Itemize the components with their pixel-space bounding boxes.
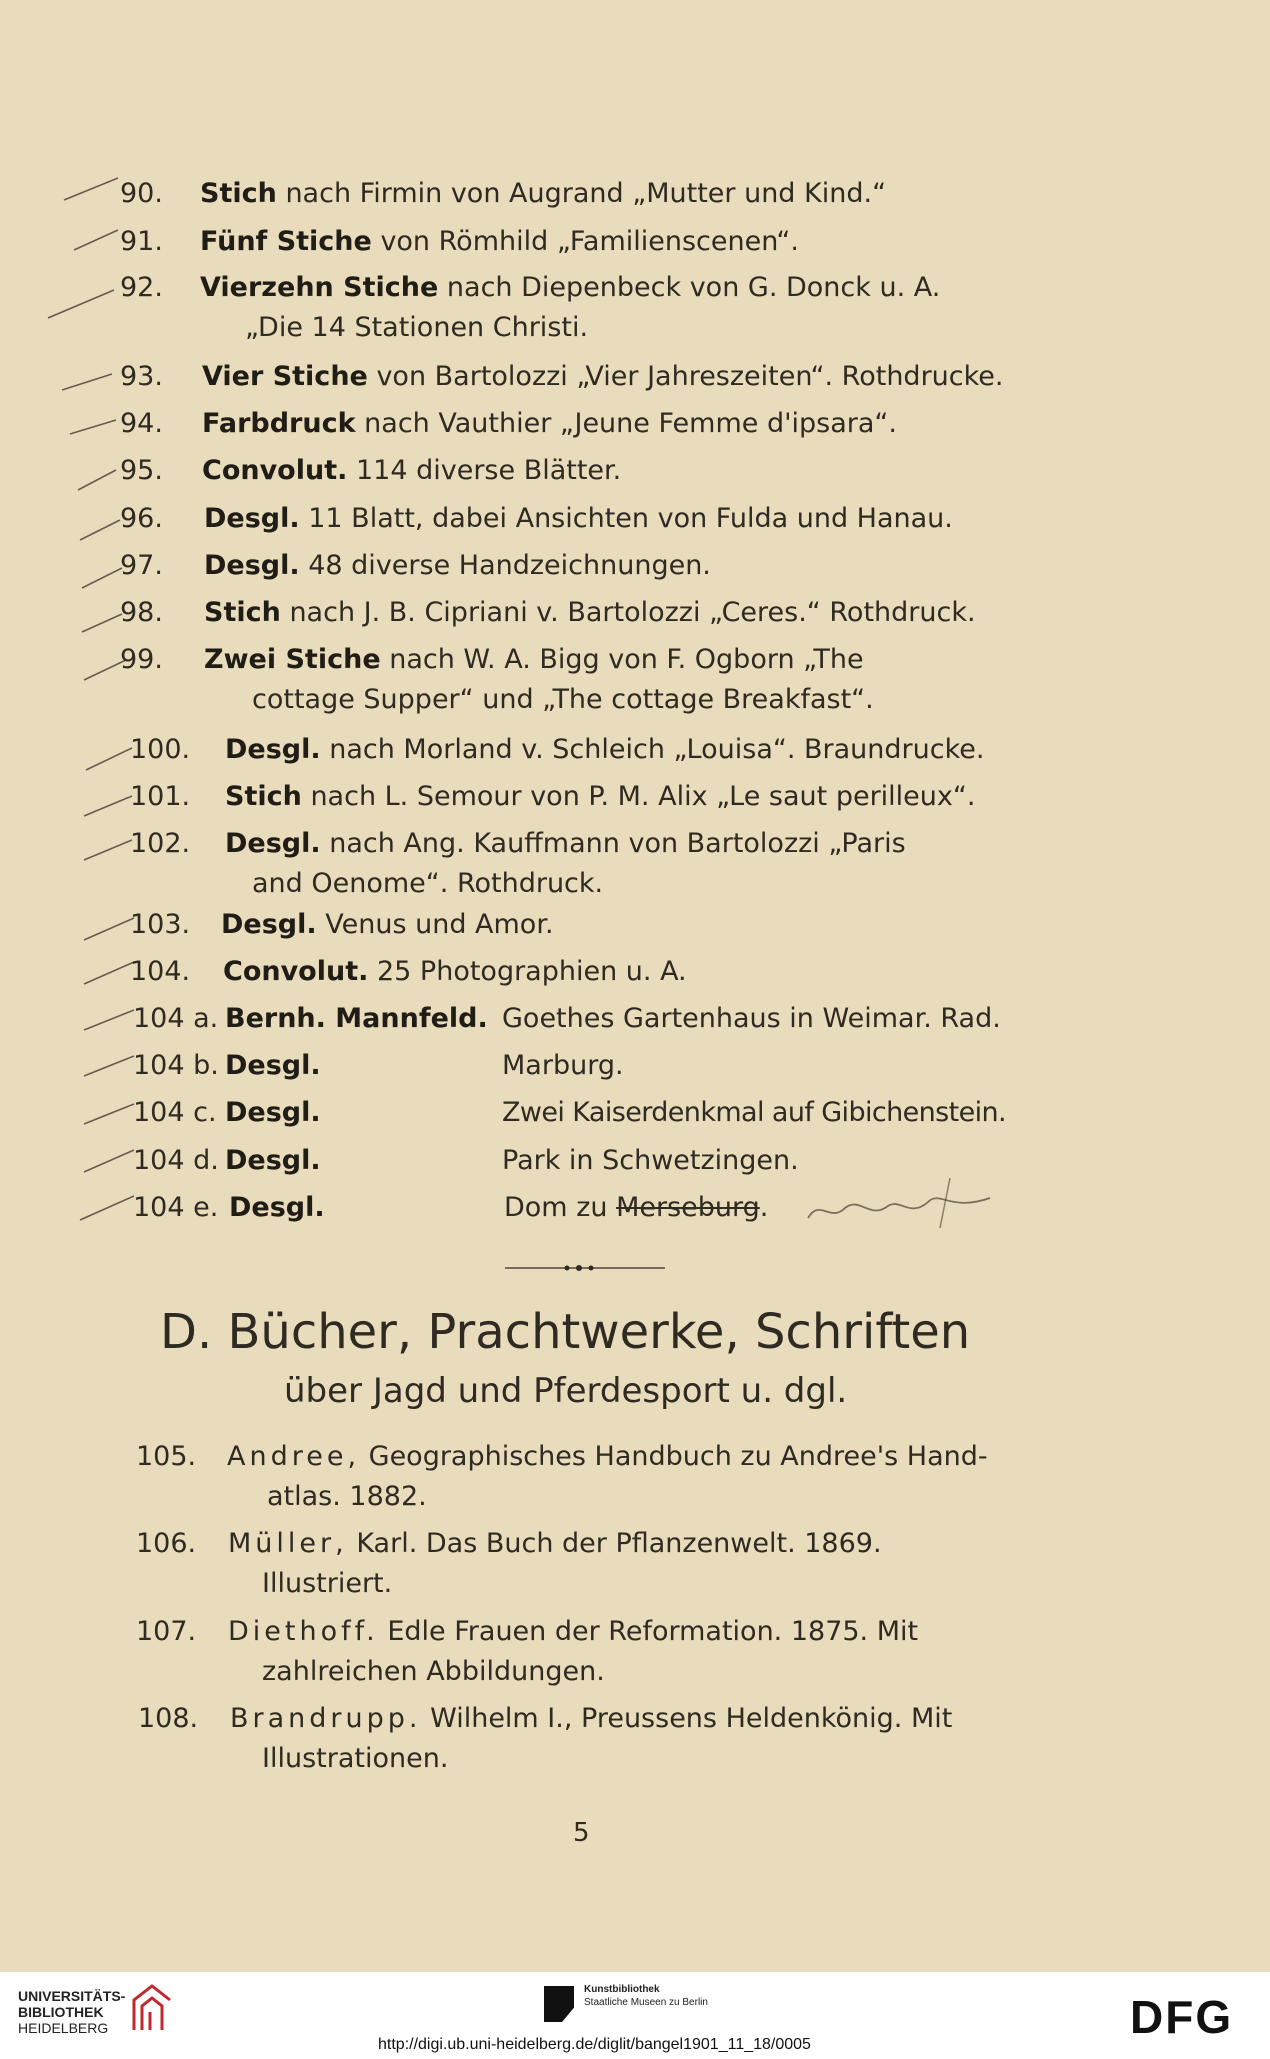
- entry-text: nach L. Semour von P. M. Alix „Le saut perilleux“.: [310, 781, 976, 812]
- entry-text: Park in Schwetzingen.: [502, 1145, 799, 1176]
- library-name-line1: UNIVERSITÄTS-: [18, 1988, 126, 2004]
- entry-title: Desgl.: [225, 1145, 321, 1176]
- tick-mark: [82, 614, 122, 632]
- kunstbibliothek-name: Kunstbibliothek: [584, 1984, 660, 1995]
- entry-number: 93.: [120, 361, 163, 392]
- entry-number: 104 b.: [133, 1050, 219, 1081]
- entry-number: 97.: [120, 550, 163, 581]
- library-name-line3: HEIDELBERG: [18, 2020, 109, 2036]
- section-subheading: über Jagd und Pferdesport u. dgl.: [284, 1371, 848, 1411]
- entry-text: von Bartolozzi „Vier Jahreszeiten“. Rothdrucke.: [376, 361, 1004, 392]
- entry-number: 92.: [120, 272, 163, 303]
- entry-continuation: cottage Supper“ und „The cottage Breakfast“.: [252, 684, 874, 715]
- tick-mark: [84, 1010, 134, 1030]
- entry-text: nach W. A. Bigg von F. Ogborn „The: [389, 644, 864, 675]
- entry-number: 104 e.: [133, 1192, 219, 1223]
- tick-mark: [74, 230, 118, 250]
- entry-number: 101.: [130, 781, 191, 812]
- tick-mark: [64, 178, 118, 200]
- page-number: 5: [573, 1818, 590, 1848]
- entry-title: Desgl.: [204, 550, 300, 581]
- entry-text: Venus und Amor.: [325, 909, 554, 940]
- entry-title: Desgl.: [204, 503, 300, 534]
- entry-title: Farbdruck: [202, 408, 356, 439]
- source-url[interactable]: http://digi.ub.uni-heidelberg.de/diglit/bangel1901_11_18/0005: [378, 2036, 811, 2053]
- entry-text: 11 Blatt, dabei Ansichten von Fulda und Hanau.: [308, 503, 953, 534]
- entry-number: 103.: [130, 909, 191, 940]
- entry-title: Desgl.: [229, 1192, 325, 1223]
- tick-mark: [84, 962, 134, 984]
- entry-title: Fünf Stiche: [200, 226, 372, 257]
- kunstbibliothek-subtitle: Staatliche Museen zu Berlin: [584, 1997, 708, 2008]
- entry-text: nach Vauthier „Jeune Femme d'ipsara“.: [364, 408, 897, 439]
- book-author: Diethoff.: [228, 1616, 379, 1647]
- entry-text: 114 diverse Blätter.: [355, 455, 622, 486]
- entry-text-end: .: [759, 1192, 769, 1223]
- entry-text: von Römhild „Familienscenen“.: [380, 226, 799, 257]
- entry-title: Stich: [225, 781, 302, 812]
- tick-mark: [84, 796, 132, 816]
- tick-mark: [48, 290, 114, 318]
- entry-number: 94.: [120, 408, 163, 439]
- tick-mark: [80, 1196, 134, 1220]
- entry-number: 96.: [120, 503, 163, 534]
- entry-number: 99.: [120, 644, 163, 675]
- entry-title: Vier Stiche: [202, 361, 368, 392]
- tick-mark: [84, 840, 132, 860]
- entry-continuation: Illustrationen.: [262, 1743, 449, 1774]
- entry-title: Vierzehn Stiche: [200, 272, 439, 303]
- book-title: Karl. Das Buch der Pflanzenwelt. 1869.: [356, 1528, 882, 1559]
- struck-text: Merseburg: [616, 1192, 760, 1223]
- dfg-logo: DFG: [1130, 1991, 1234, 2043]
- entry-number: 91.: [120, 226, 163, 257]
- university-library-logo: [18, 1988, 125, 2036]
- tick-mark: [82, 568, 122, 588]
- entry-number: 95.: [120, 455, 163, 486]
- entry-number: 105.: [136, 1441, 197, 1472]
- entry-number: 104.: [130, 956, 191, 987]
- entry-number: 106.: [136, 1528, 197, 1559]
- entry-text: nach Morland v. Schleich „Louisa“. Braundrucke.: [329, 734, 985, 765]
- section-heading: D. Bücher, Prachtwerke, Schriften: [160, 1304, 971, 1360]
- entry-text: Marburg.: [502, 1050, 624, 1081]
- entry-continuation: zahlreichen Abbildungen.: [262, 1656, 605, 1687]
- entry-number: 104 c.: [133, 1097, 217, 1128]
- book-author: Brandrupp.: [230, 1703, 422, 1734]
- entry-title: Desgl.: [221, 909, 317, 940]
- entry-number: 98.: [120, 597, 163, 628]
- entry-number: 104 a.: [133, 1003, 219, 1034]
- entry-text: 48 diverse Handzeichnungen.: [308, 550, 711, 581]
- entry-text: nach Firmin von Augrand „Mutter und Kind.“: [285, 178, 887, 209]
- entry-title: Convolut.: [223, 956, 369, 987]
- entry-text: 25 Photographien u. A.: [376, 956, 687, 987]
- entry-text: nach Ang. Kauffmann von Bartolozzi „Paris: [329, 828, 906, 859]
- tick-mark: [84, 918, 134, 940]
- entry-title: Convolut.: [202, 455, 348, 486]
- entry-number: 90.: [120, 178, 163, 209]
- entry-number: 102.: [130, 828, 191, 859]
- tick-mark: [62, 374, 112, 390]
- entry-title: Zwei Stiche: [204, 644, 381, 675]
- entry-continuation: atlas. 1882.: [267, 1481, 427, 1512]
- entry-number: 108.: [138, 1703, 199, 1734]
- entry-text: Dom zu: [504, 1192, 617, 1223]
- entry-number: 100.: [130, 734, 191, 765]
- library-name-line2: BIBLIOTHEK: [18, 2004, 104, 2020]
- entry-continuation: Illustriert.: [262, 1568, 393, 1599]
- entry-title: Desgl.: [225, 734, 321, 765]
- entry-text: Goethes Gartenhaus in Weimar. Rad.: [502, 1003, 1001, 1034]
- entry-number: 107.: [136, 1616, 197, 1647]
- entry-continuation: and Oenome“. Rothdruck.: [252, 868, 604, 899]
- tick-mark: [70, 420, 116, 434]
- book-author: Müller,: [228, 1528, 348, 1559]
- entry-text: nach J. B. Cipriani v. Bartolozzi „Ceres.“ Rothdruck.: [289, 597, 976, 628]
- entry-number: 104 d.: [133, 1145, 219, 1176]
- entry-title: Desgl.: [225, 828, 321, 859]
- entry-continuation: „Die 14 Stationen Christi.: [245, 312, 589, 343]
- tick-mark: [84, 1056, 134, 1076]
- entry-text: nach Diepenbeck von G. Donck u. A.: [446, 272, 941, 303]
- library-logo-icon: [128, 1978, 176, 2040]
- book-title: Edle Frauen der Reformation. 1875. Mit: [387, 1616, 919, 1647]
- entry-title: Stich: [200, 178, 277, 209]
- entry-title: Desgl.: [225, 1050, 321, 1081]
- tick-mark: [80, 520, 120, 540]
- tick-mark: [78, 470, 116, 490]
- entry-title: Bernh. Mannfeld.: [225, 1003, 488, 1034]
- entry-title: Desgl.: [225, 1097, 321, 1128]
- tick-mark: [84, 1150, 134, 1172]
- handwritten-annotation: [800, 1168, 1000, 1238]
- tick-mark: [86, 748, 132, 770]
- entry-title: Stich: [204, 597, 281, 628]
- book-title: Wilhelm I., Preussens Heldenkönig. Mit: [430, 1703, 953, 1734]
- kunstbibliothek-label: [584, 1983, 708, 2009]
- entry-text: Zwei Kaiserdenkmal auf Gibichenstein.: [502, 1097, 1007, 1128]
- book-title: Geographisches Handbuch zu Andree's Hand-: [368, 1441, 988, 1472]
- tick-mark: [84, 1104, 134, 1124]
- book-author: Andree,: [227, 1441, 361, 1472]
- ornamental-divider: [505, 1262, 665, 1274]
